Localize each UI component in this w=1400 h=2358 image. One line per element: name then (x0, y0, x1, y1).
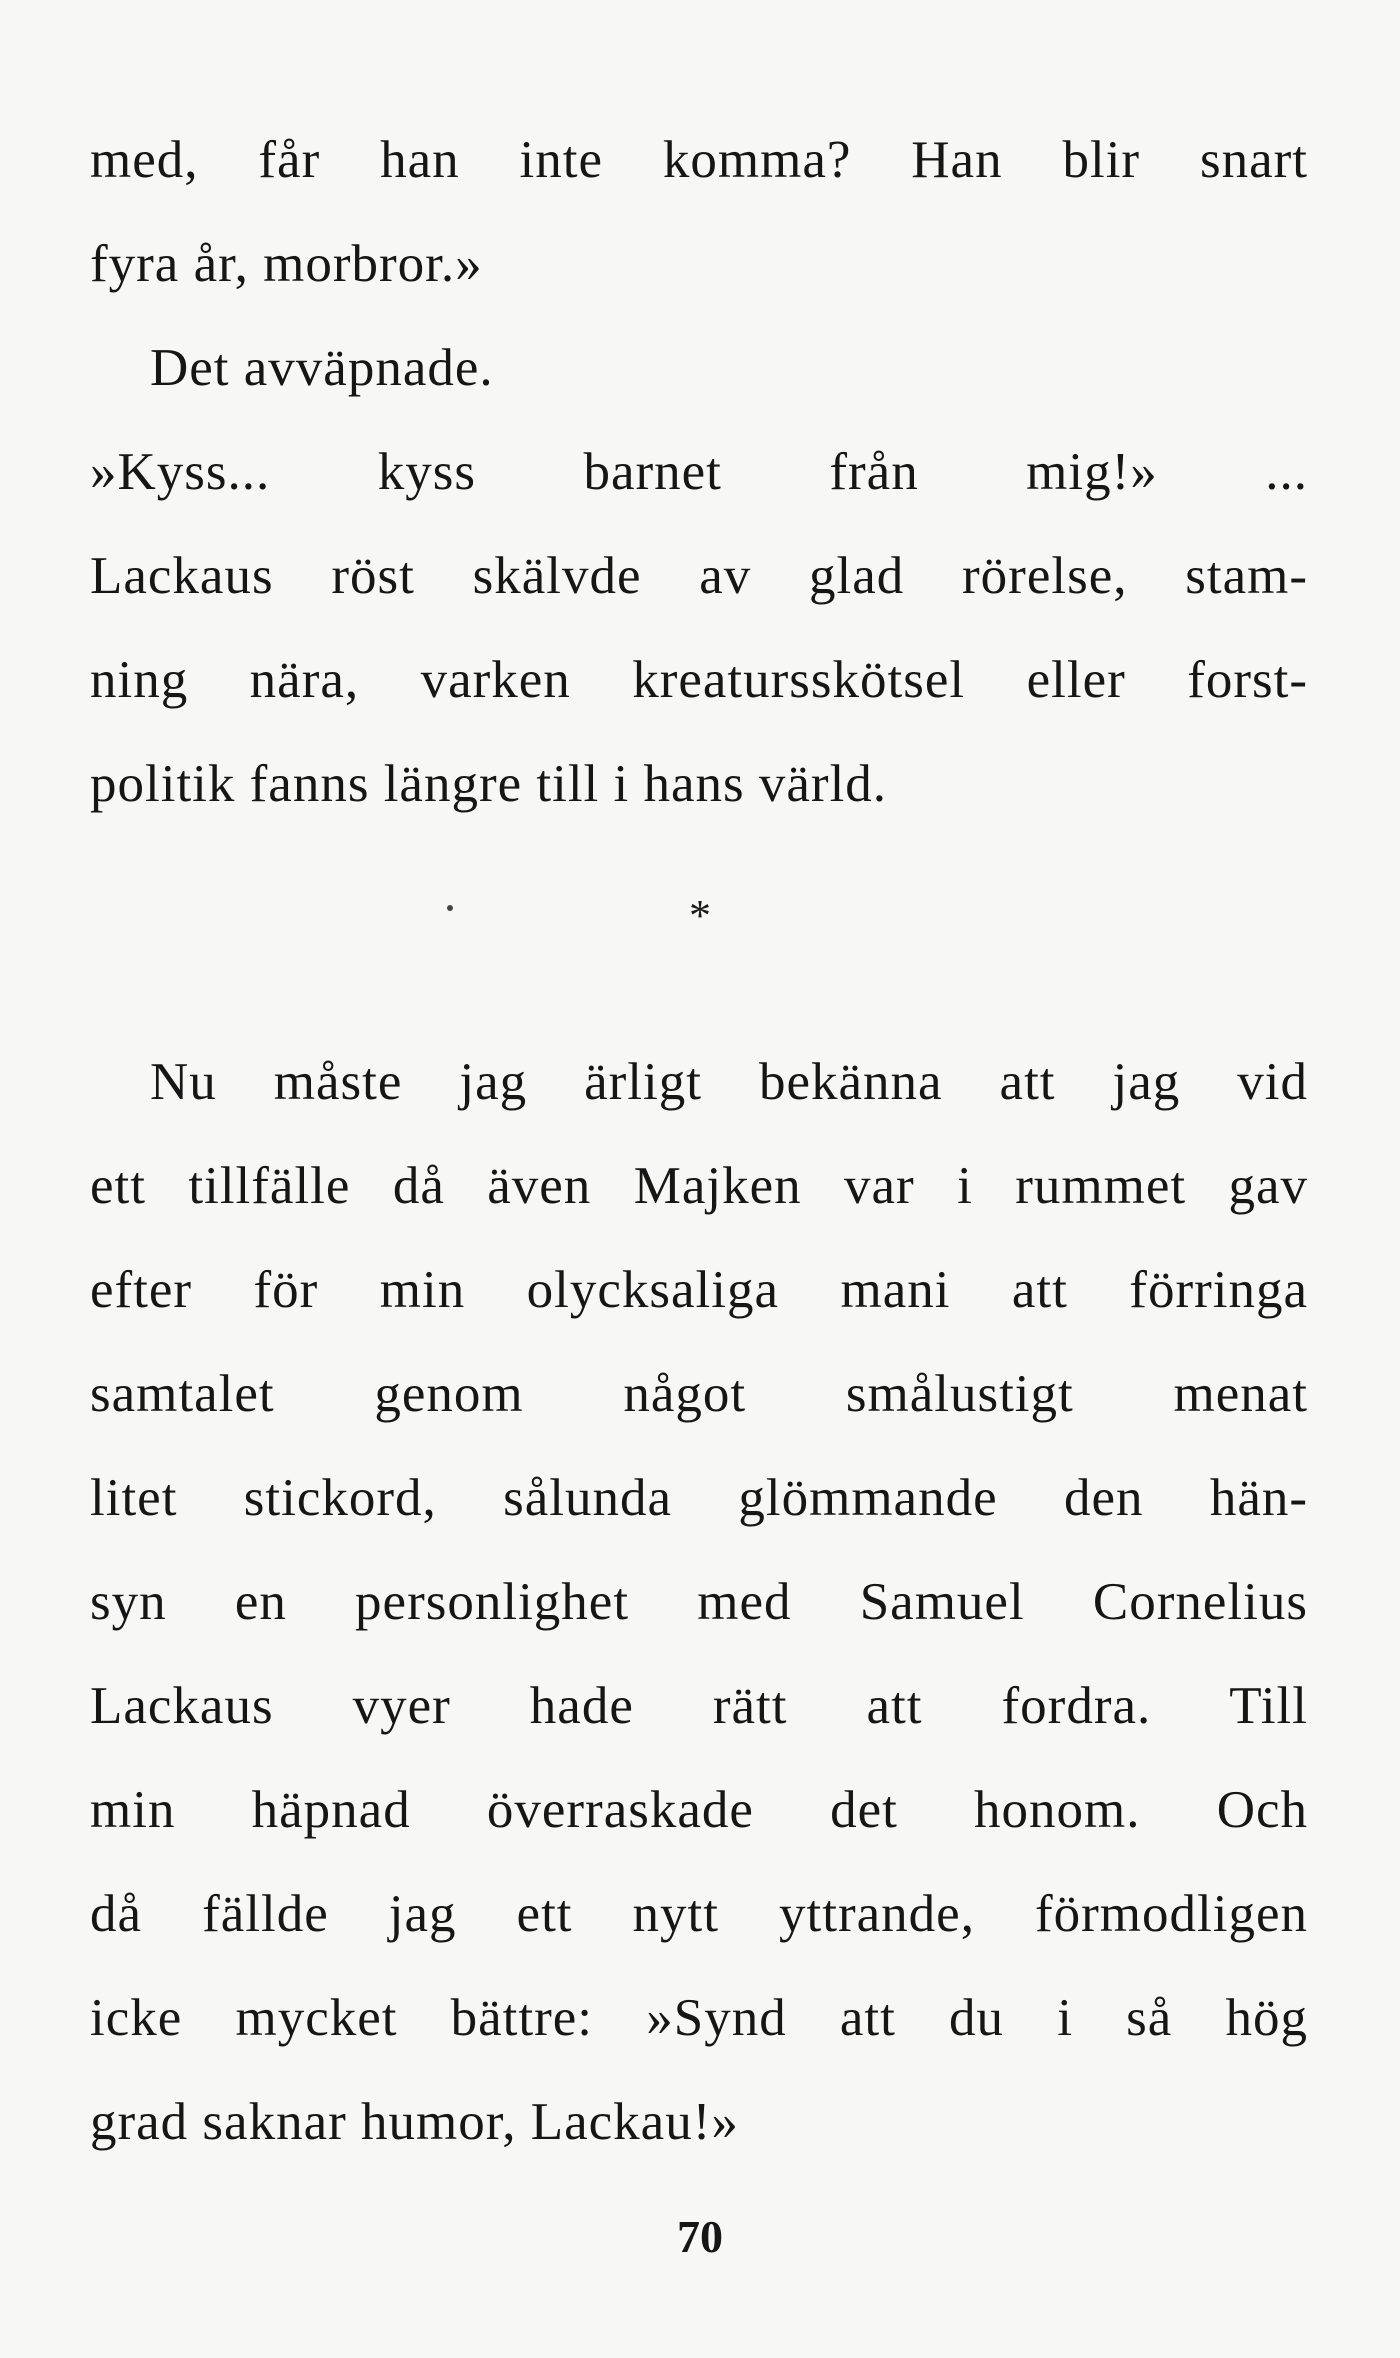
text-line: Det avväpnade. (150, 339, 494, 397)
paragraph-confession (90, 1030, 1308, 2174)
text-line: grad saknar humor, Lackau!» (90, 2093, 739, 2151)
text-line: litet stickord, sålunda glömmande den hän- (90, 1469, 1308, 1527)
section-separator: * (689, 891, 711, 940)
page-number: 70 (677, 2211, 723, 2262)
text-line: Nu måste jag ärligt bekänna att jag vid (150, 1053, 1308, 1111)
text-line: syn en personlighet med Samuel Cornelius (90, 1573, 1308, 1631)
text-line: icke mycket bättre: »Synd att du i så hög (90, 1989, 1308, 2047)
text-line: fyra år, morbror.» (90, 235, 483, 293)
text-line: politik fanns längre till i hans värld. (90, 755, 888, 813)
text-line: samtalet genom något smålustigt menat (90, 1365, 1308, 1423)
text-line: då fällde jag ett nytt yttrande, förmodligen (90, 1885, 1308, 1943)
text-line: »Kyss... kyss barnet från mig!» ... (90, 443, 1308, 501)
text-line: min häpnad överraskade det honom. Och (90, 1781, 1308, 1839)
text-line: med, får han inte komma? Han blir snart (90, 131, 1308, 189)
text-line: ning nära, varken kreatursskötsel eller forst- (90, 651, 1308, 709)
paragraph-dialogue (90, 108, 1308, 836)
text-line: ett tillfälle då även Majken var i rummet gav (90, 1157, 1308, 1215)
text-line: efter för min olycksaliga mani att förringa (90, 1261, 1308, 1319)
text-line: Lackaus röst skälvde av glad rörelse, stam- (90, 547, 1308, 605)
text-line: Lackaus vyer hade rätt att fordra. Till (90, 1677, 1308, 1735)
